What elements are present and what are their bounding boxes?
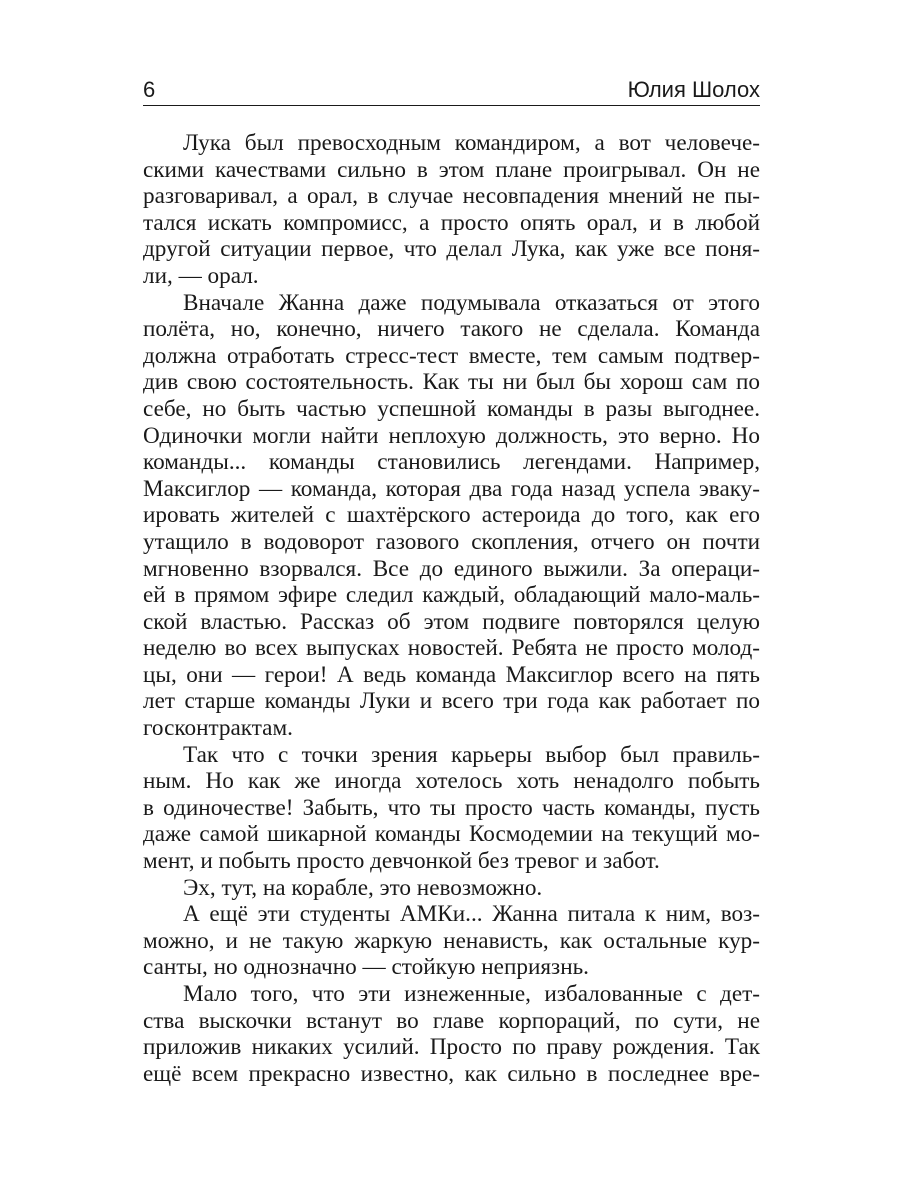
text-line: ства выскочки встанут во главе корпораций, по сути, не — [143, 1007, 760, 1034]
text-line: в одиночестве! Забыть, что ты просто часть команды, пусть — [143, 794, 760, 821]
text-line: Максиглор — команда, которая два года назад успела эваку- — [143, 475, 760, 502]
text-line: утащило в водоворот газового скопления, отчего он почти — [143, 528, 760, 555]
text-line: скими качествами сильно в этом плане проигрывал. Он не — [143, 156, 760, 183]
header-rule — [143, 105, 760, 106]
paragraph — [143, 875, 760, 902]
text-line: приложив никаких усилий. Просто по праву рождения. Так — [143, 1034, 760, 1061]
text-line: ировать жителей с шахтёрского астероида до того, как его — [143, 502, 760, 529]
text-line: разговаривал, а орал, в случае несовпадения мнений не пы- — [143, 183, 760, 210]
text-line: себе, но быть частью успешной команды в разы выгоднее. — [143, 395, 760, 422]
text-line: неделю во всех выпусках новостей. Ребята не просто молод- — [143, 635, 760, 662]
text-line: ещё всем прекрасно известно, как сильно в последнее вре- — [143, 1060, 760, 1087]
text-line: тался искать компромисс, а просто опять орал, и в любой — [143, 209, 760, 236]
text-line: ей в прямом эфире следил каждый, обладающий мало-маль- — [143, 582, 760, 609]
text-line: Вначале Жанна даже подумывала отказаться от этого — [183, 289, 760, 316]
body-text — [143, 130, 760, 1087]
paragraph — [143, 290, 760, 742]
text-line: мент, и побыть просто девчонкой без тревог и забот. — [143, 848, 660, 875]
text-line: ской властью. Рассказ об этом подвиге повторялся целую — [143, 608, 760, 635]
text-line: другой ситуации первое, что делал Лука, как уже все поня- — [143, 236, 760, 263]
text-line: Мало того, что эти изнеженные, избалованные с дет- — [183, 981, 760, 1007]
text-line: А ещё эти студенты АМКи... Жанна питала к ним, воз- — [183, 901, 760, 928]
running-head — [143, 74, 760, 106]
text-line: мгновенно взорвался. Все до единого выжили. За операци- — [143, 555, 760, 582]
text-line: Эх, тут, на корабле, это невозможно. — [183, 874, 543, 901]
text-line: ным. Но как же иногда хотелось хоть ненадолго побыть — [143, 768, 760, 795]
paragraph — [143, 981, 760, 1087]
paragraph — [143, 742, 760, 875]
text-line: лет старше команды Луки и всего три года как работает по — [143, 688, 760, 715]
text-line: команды... команды становились легендами. Например, — [143, 449, 760, 476]
text-line: должна отработать стресс-тест вместе, тем самым подтвер- — [143, 342, 760, 369]
text-line: можно, и не такую жаркую ненависть, как остальные кур- — [143, 927, 760, 954]
text-line: полёта, но, конечно, ничего такого не сделала. Команда — [143, 316, 760, 343]
author-name: Юлия Шолох — [627, 77, 760, 102]
text-line: Одиночки могли найти неплохую должность, это верно. Но — [143, 422, 760, 449]
text-line: санты, но однозначно — стойкую неприязнь. — [143, 954, 589, 981]
page-number: 6 — [143, 77, 156, 102]
paragraph — [143, 130, 760, 290]
text-line: даже самой шикарной команды Космодемии на текущий мо- — [143, 821, 760, 848]
text-line: цы, они — герои! А ведь команда Максиглор всего на пять — [143, 661, 760, 688]
text-line: госконтрактам. — [143, 715, 293, 742]
text-line: див свою состоятельность. Как ты ни был бы хорош сам по — [143, 369, 760, 396]
text-line: Так что с точки зрения карьеры выбор был правиль- — [183, 741, 760, 768]
paragraph — [143, 901, 760, 981]
text-line: ли, — орал. — [143, 262, 259, 289]
text-line: Лука был превосходным командиром, а вот человече- — [183, 130, 760, 156]
